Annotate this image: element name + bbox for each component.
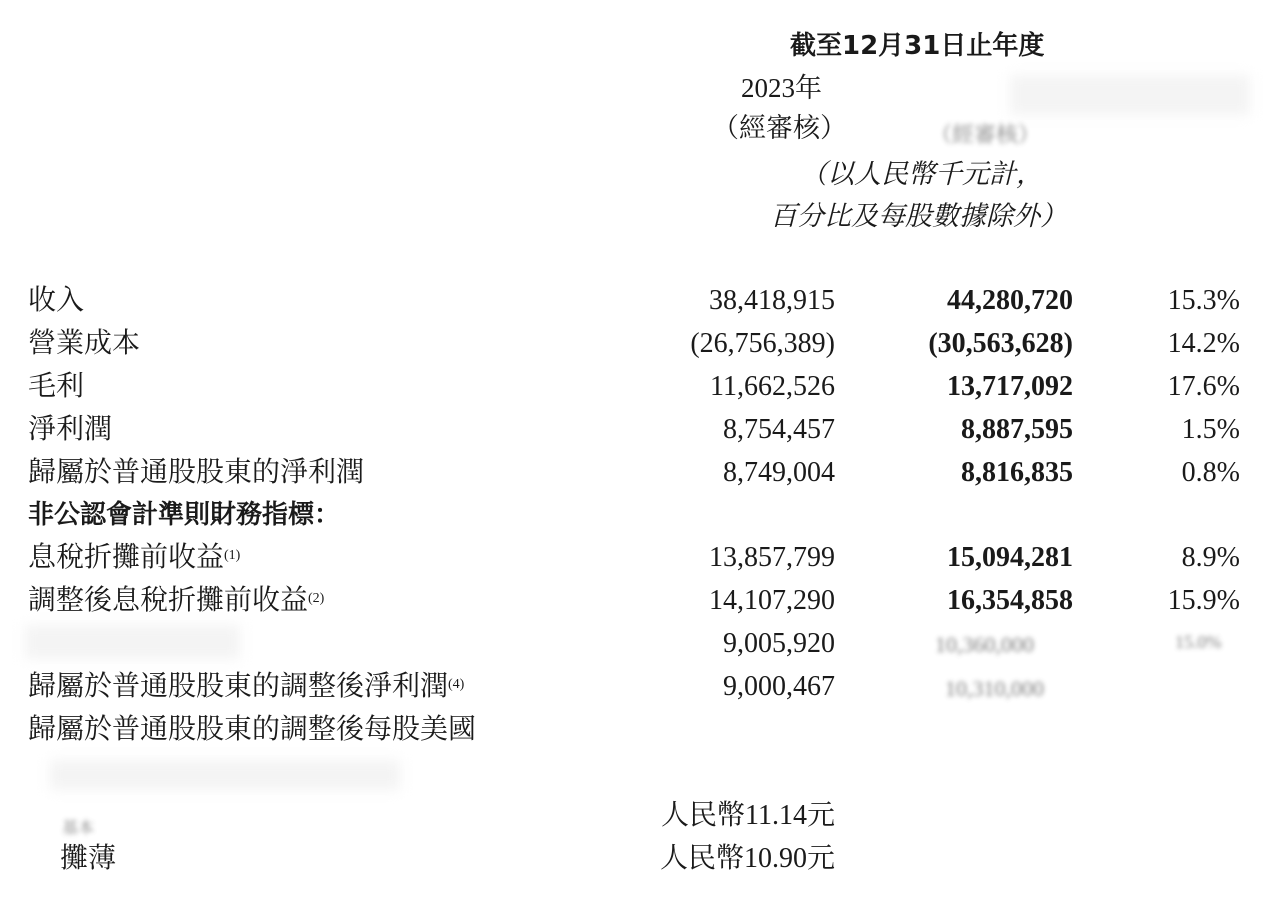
- value-2024: 44,280,720: [947, 285, 1073, 316]
- value-2023: 11,662,526: [710, 371, 835, 402]
- row-label: [28, 670, 464, 704]
- audited-label: （經審核）: [712, 113, 847, 143]
- row-label-text: 調整後息稅折攤前收益: [28, 585, 309, 616]
- blurred-label: [25, 625, 240, 659]
- row-label-text: 歸屬於普通股股東的調整後淨利潤: [28, 671, 449, 702]
- units-line-2: 百分比及每股數據除外）: [770, 201, 1067, 231]
- value-2024: 8,816,835: [961, 457, 1073, 488]
- value-2024: 16,354,858: [947, 585, 1073, 616]
- value-2023: 9,005,920: [723, 628, 835, 659]
- period-header: 截至12月31日止年度: [790, 31, 1045, 61]
- row-label: 毛利: [28, 371, 85, 402]
- change-pct: 8.9%: [1181, 542, 1240, 573]
- blurred-value-2024: 10,310,000: [945, 676, 1044, 701]
- non-gaap-heading: 非公認會計準則財務指標：: [28, 500, 341, 530]
- value-2023: 13,857,799: [709, 542, 835, 573]
- value-2024: 8,887,595: [961, 414, 1073, 445]
- blurred-change: 15.0%: [1175, 632, 1222, 652]
- eps-heading: 歸屬於普通股股東的調整後每股美國: [28, 714, 477, 745]
- change-pct: 17.6%: [1167, 371, 1240, 402]
- value-2023: 9,000,467: [723, 671, 835, 702]
- value-2023: 38,418,915: [709, 285, 835, 316]
- row-label: [28, 541, 240, 575]
- blurred-region: [1010, 75, 1250, 115]
- row-label: 淨利潤: [28, 414, 113, 445]
- value-2023: (26,756,389): [690, 328, 835, 359]
- blurred-value-2024: 10,360,000: [935, 632, 1034, 657]
- value-2024: 13,717,092: [947, 371, 1073, 402]
- value-2023: 8,754,457: [723, 414, 835, 445]
- footnote-ref: (1): [224, 548, 241, 563]
- row-label: 營業成本: [28, 328, 141, 359]
- value-2023: 8,749,004: [723, 457, 835, 488]
- change-pct: 0.8%: [1181, 457, 1240, 488]
- footnote-ref: (2): [308, 591, 325, 606]
- value-2024: (30,563,628): [928, 328, 1073, 359]
- blurred-eps-label: 基本: [62, 820, 95, 837]
- row-label-text: 息稅折攤前收益: [28, 542, 225, 573]
- eps-diluted-value: 人民幣10.90元: [659, 843, 835, 874]
- blurred-col2-header: （經審核）: [930, 122, 1041, 147]
- change-pct: 15.3%: [1167, 285, 1240, 316]
- blurred-region: [50, 760, 400, 790]
- change-pct: 15.9%: [1167, 585, 1240, 616]
- value-2024: 15,094,281: [947, 542, 1073, 573]
- eps-diluted-label: 攤薄: [60, 843, 117, 874]
- row-label: [28, 584, 324, 618]
- units-line-1: （以人民幣千元計，: [800, 159, 1043, 189]
- value-2023: 14,107,290: [709, 585, 835, 616]
- change-pct: 1.5%: [1181, 414, 1240, 445]
- row-label: 歸屬於普通股股東的淨利潤: [28, 457, 365, 488]
- eps-basic-value: 人民幣11.14元: [661, 800, 835, 831]
- year-2023-header: 2023年: [741, 73, 822, 103]
- change-pct: 14.2%: [1167, 328, 1240, 359]
- footnote-ref: (4): [448, 677, 465, 692]
- row-label: 收入: [28, 285, 85, 316]
